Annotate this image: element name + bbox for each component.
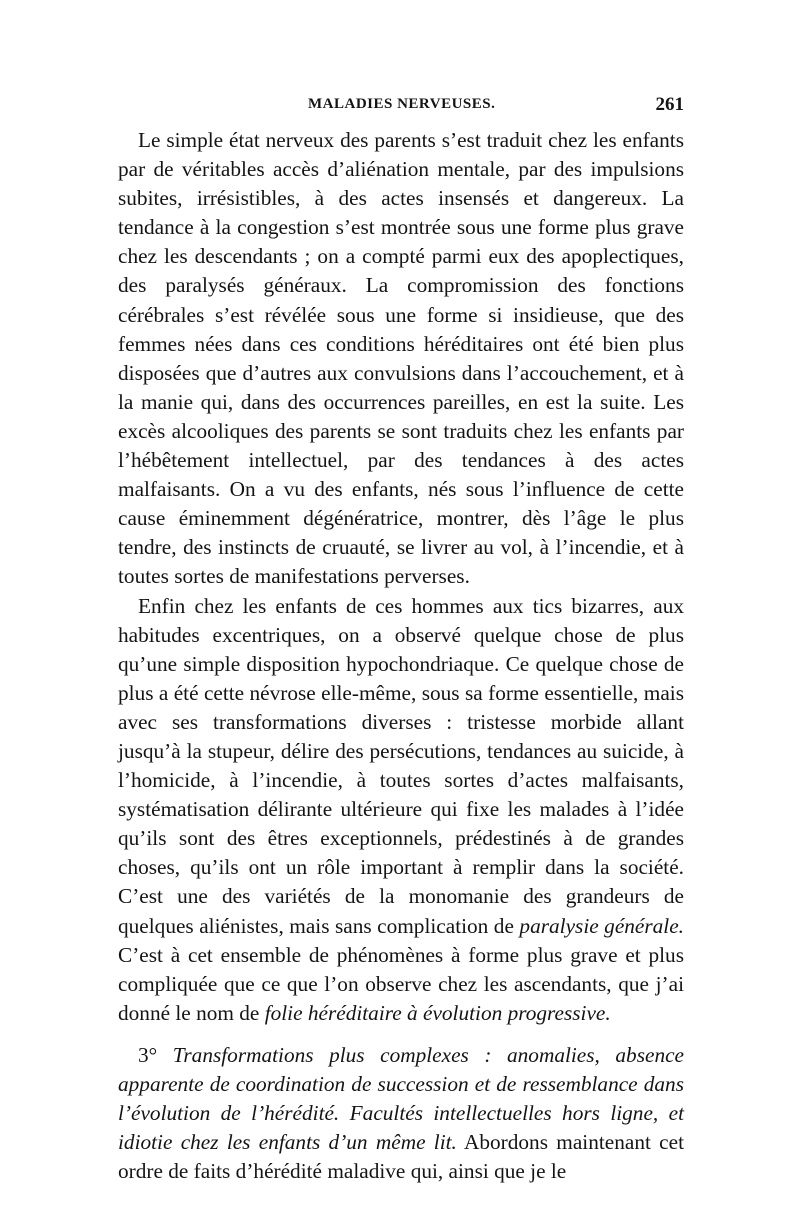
section-heading-italic: Transformations plus complexes : anomalies, absence apparente de coordination de succession et de ressemblance dans l’évolution de l’hérédité. Facultés intellectuelles hors ligne, et idiotie chez les enfants d’un même lit. [118,1042,684,1155]
paragraph-1: Le simple état nerveux des parents s’est traduit chez les enfants par de véritables accès d’aliénation mentale, par des impulsions subites, irrésistibles, à des actes insensés et dangereux. La tendance à la congestion s’est montrée sous une forme plus grave chez les descendants ; on a compté parmi eux des apoplectiques, des paralysés généraux. La compromission des fonctions cérébrales s’est révélée sous une forme si insidieuse, que des femmes nées dans ces conditions héréditaires ont été bien plus disposées que d’autres aux convulsions dans l’accouchement, et à la manie qui, dans des occurrences pareilles, en est la suite. Les excès alcooliques des parents se sont traduits chez les enfants par l’hébêtement intellectuel, par des tendances à des actes malfaisants. On a vu des enfants, nés sous l’influence de cette cause éminemment dégénératrice, montrer, dès l’âge le plus tendre, des instincts de cruauté, se livrer au vol, à l’incendie, et à toutes sortes de manifestations perverses. [118,128,684,589]
page-number: 261 [655,94,684,115]
paragraph-2 [118,592,684,1028]
running-title: MALADIES NERVEUSES. [308,96,496,112]
paragraph-3 [118,1041,684,1186]
body-text [118,126,684,1186]
page-header [118,96,684,124]
paragraph-2-text: Enfin chez les enfants de ces hommes aux tics bizarres, aux habitudes excentriques, on a observé quelque chose de plus qu’une simple disposition hypochondriaque. Ce quelque chose de plus a été cette névrose elle-même, sous sa forme essentielle, mais avec ses transformations diverses : tristesse morbide allant jusqu’à la stupeur, délire des persécutions, tendances au suicide, à l’homicide, à l’incendie, à toutes sortes d’actes malfaisants, systématisation délirante ultérieure qui fixe les malades à l’idée qu’ils sont des êtres exceptionnels, prédestinés à de grandes choses, qu’ils ont un rôle important à remplir dans la société. C’est une des variétés de la monomanie des grandeurs de quelques aliénistes, mais sans complication de [118,593,684,938]
paragraph-2-text-continued: C’est à cet ensemble de phénomènes à forme plus grave et plus compliquée que ce que l’on observe chez les ascendants, que j’ai donné le nom de [118,942,684,1025]
section-number: 3° [138,1042,158,1067]
paragraph-3-text: Abordons maintenant cet ordre de faits d’hérédité maladive qui, ainsi que je le [118,1130,684,1184]
paragraph-2-italic-term-2: folie héréditaire à évolution progressive. [264,1000,611,1025]
paragraph-2-italic-term: paralysie générale. [519,913,685,938]
